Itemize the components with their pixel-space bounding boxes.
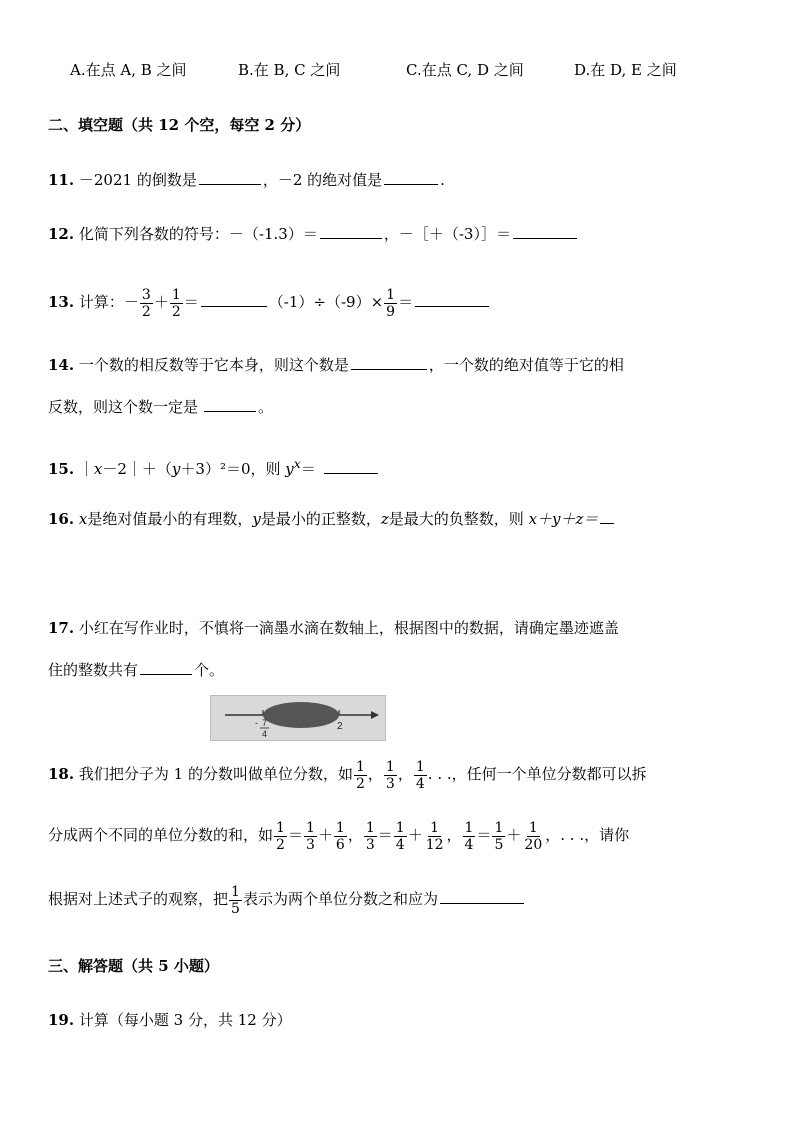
number-line-figure <box>210 695 386 741</box>
option-c: C.在点 C, D 之间 <box>406 61 524 79</box>
ink-blot <box>263 702 339 728</box>
tick-label-right: 2 <box>337 721 343 732</box>
answer-blank[interactable] <box>351 353 427 370</box>
section-3-heading: 三、解答题（共 5 小题） <box>48 957 219 975</box>
answer-blank[interactable] <box>320 222 382 239</box>
answer-blank[interactable] <box>140 658 192 675</box>
answer-blank[interactable] <box>201 290 267 307</box>
number-line-svg <box>211 696 385 740</box>
answer-blank[interactable] <box>415 290 489 307</box>
question-19: 19. 计算（每小题 3 分，共 12 分） <box>48 1011 292 1029</box>
question-18-line1: 18. 我们把分子为 1 的分数叫做单位分数，如 $\frac{1}{2}$ ， $\frac{1}{3}$ ， $\frac{1}{4}$ . . .，任何一个单位分数都可以拆 <box>48 758 647 792</box>
tick-label-left-sign: - <box>255 718 258 728</box>
answer-blank[interactable] <box>324 457 378 474</box>
answer-blank[interactable] <box>600 507 614 524</box>
question-12: 12. 化简下列各数的符号：－（-1.3）＝ ，－［＋（-3）］＝ <box>48 222 579 246</box>
fraction: $\frac{1}{2}$ <box>171 286 181 320</box>
answer-blank[interactable] <box>204 395 256 412</box>
answer-blank[interactable] <box>440 887 524 904</box>
question-17-line1: 17. 小红在写作业时，不慎将一滴墨水滴在数轴上，根据图中的数据，请确定墨迹遮盖 <box>48 619 619 637</box>
fraction: $\frac{3}{2}$ <box>141 286 151 320</box>
answer-blank[interactable] <box>199 168 261 185</box>
question-14-line1: 14. 一个数的相反数等于它本身，则这个数是 ，一个数的绝对值等于它的相 <box>48 353 624 377</box>
question-15: 15. ｜x－2｜＋（y＋3）²＝0，则 $y^x=$ <box>48 452 380 481</box>
tick-label-left-num: 7 <box>262 718 268 728</box>
answer-blank[interactable] <box>384 168 438 185</box>
question-14-line2: 反数，则这个数一定是 。 <box>48 395 273 419</box>
fraction: $\frac{1}{9}$ <box>386 286 396 320</box>
option-d: D.在 D, E 之间 <box>574 61 677 79</box>
answer-blank[interactable] <box>513 222 577 239</box>
option-a: A.在点 A, B 之间 <box>70 61 187 79</box>
q10-options <box>70 58 677 82</box>
question-11: 11. －2021 的倒数是 ，－2 的绝对值是 . <box>48 168 445 192</box>
question-18-line3: 根据对上述式子的观察，把 $\frac{1}{5}$ 表示为两个单位分数之和应为 <box>48 880 526 918</box>
tick-label-left-den: 4 <box>262 729 268 739</box>
option-b: B.在 B, C 之间 <box>238 61 341 79</box>
question-16: 16. x是绝对值最小的有理数，y是最小的正整数，z是最大的负整数，则 x＋y＋z＝ <box>48 507 616 531</box>
question-17-line2: 住的整数共有 个。 <box>48 658 224 682</box>
section-2-heading: 二、填空题（共 12 个空，每空 2 分） <box>48 116 311 134</box>
arrow-icon <box>371 711 379 719</box>
question-13: 13. 计算：－ $\frac{3}{2}$ ＋ $\frac{1}{2}$ ＝ （-1）÷（-9）× $\frac{1}{9}$ ＝ <box>48 284 491 320</box>
question-18-line2: 分成两个不同的单位分数的和，如 $\frac{1}{2}$ ＝ $\frac{1}{3}$ ＋ $\frac{1}{6}$ ， $\frac{1}{3}$ ＝ $\frac{1}{4}$ ＋ $\frac{1}{12}$ ， $\frac{1}{4}$ ＝ $\frac{1}{5}$ ＋ $\frac{1}{20}$ ，. . .，请你 <box>48 819 630 853</box>
